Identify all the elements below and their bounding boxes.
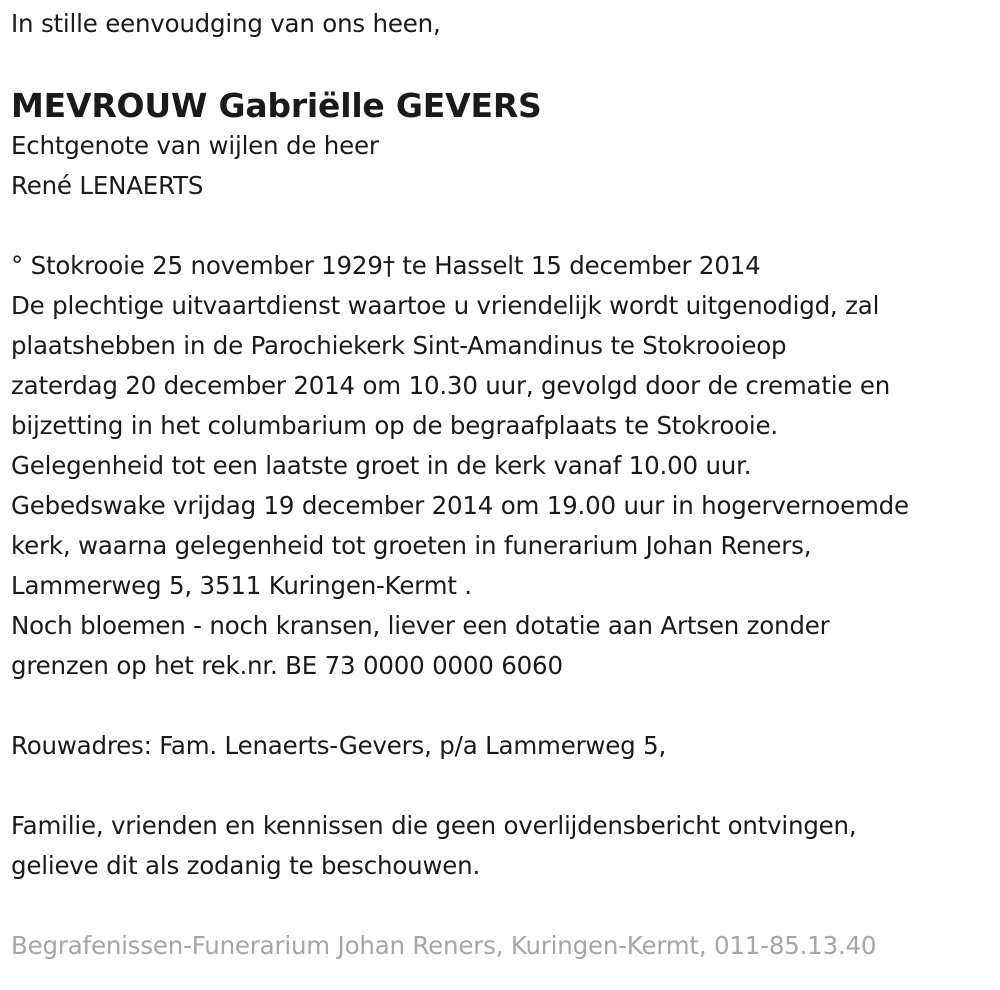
deceased-name: MEVROUW Gabriëlle GEVERS — [11, 86, 542, 125]
birth-death-line: ° Stokrooie 25 november 1929† te Hasselt 15 december 2014 — [11, 251, 761, 280]
closing-line-2: gelieve dit als zodanig te beschouwen. — [11, 851, 481, 880]
body-line: Noch bloemen - noch kransen, liever een dotatie aan Artsen zonder — [11, 611, 830, 640]
body-line: Gelegenheid tot een laatste groet in de kerk vanaf 10.00 uur. — [11, 451, 752, 480]
spacer — [11, 206, 996, 246]
body-line: grenzen op het rek.nr. BE 73 0000 0000 6060 — [11, 651, 563, 680]
closing-line-1: Familie, vrienden en kennissen die geen overlijdensbericht ontvingen, — [11, 811, 857, 840]
body-line: zaterdag 20 december 2014 om 10.30 uur, gevolgd door de crematie en — [11, 371, 891, 400]
spacer — [11, 686, 996, 726]
spacer — [11, 886, 996, 926]
funeral-home-footer: Begrafenissen-Funerarium Johan Reners, Kuringen-Kermt, 011-85.13.40 — [11, 931, 877, 960]
death-notice — [11, 4, 996, 966]
body-line: De plechtige uitvaartdienst waartoe u vriendelijk wordt uitgenodigd, zal — [11, 291, 880, 320]
body-line: kerk, waarna gelegenheid tot groeten in funerarium Johan Reners, — [11, 531, 812, 560]
intro-text: In stille eenvoudging van ons heen, — [11, 9, 441, 38]
relation-line-1: Echtgenote van wijlen de heer — [11, 131, 379, 160]
relation-line-2: René LENAERTS — [11, 171, 204, 200]
body-line: Lammerweg 5, 3511 Kuringen-Kermt . — [11, 571, 472, 600]
body-line: Gebedswake vrijdag 19 december 2014 om 19.00 uur in hogervernoemde — [11, 491, 909, 520]
body-line: plaatshebben in de Parochiekerk Sint-Amandinus te Stokrooieop — [11, 331, 787, 360]
mourning-address: Rouwadres: Fam. Lenaerts-Gevers, p/a Lammerweg 5, — [11, 731, 667, 760]
funeral-details — [11, 286, 996, 686]
body-line: bijzetting in het columbarium op de begraafplaats te Stokrooie. — [11, 411, 778, 440]
spacer — [11, 766, 996, 806]
